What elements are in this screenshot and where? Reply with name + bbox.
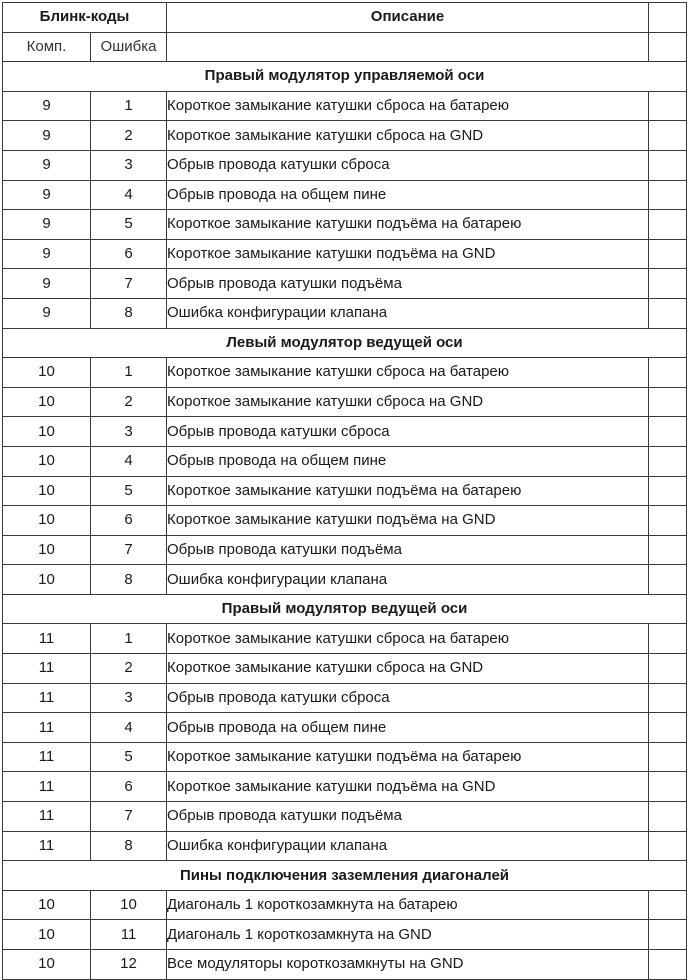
table-body bbox=[3, 3, 687, 980]
blank-cell bbox=[649, 417, 687, 447]
table-row bbox=[3, 890, 687, 920]
error-code-cell: 5 bbox=[91, 742, 167, 772]
comp-code-cell: 10 bbox=[3, 920, 91, 950]
blank-cell bbox=[649, 210, 687, 240]
table-row bbox=[3, 476, 687, 506]
description-cell: Обрыв провода на общем пине bbox=[167, 713, 649, 743]
blank-subheader-cell bbox=[649, 32, 687, 62]
error-code-cell: 11 bbox=[91, 920, 167, 950]
description-cell: Обрыв провода катушки сброса bbox=[167, 683, 649, 713]
table-row bbox=[3, 150, 687, 180]
description-cell: Короткое замыкание катушки подъёма на GND bbox=[167, 772, 649, 802]
table-row bbox=[3, 446, 687, 476]
description-cell: Короткое замыкание катушки подъёма на батарею bbox=[167, 210, 649, 240]
blank-cell bbox=[649, 742, 687, 772]
description-cell: Короткое замыкание катушки сброса на батарею bbox=[167, 91, 649, 121]
table-row bbox=[3, 772, 687, 802]
description-cell: Ошибка конфигурации клапана bbox=[167, 831, 649, 861]
description-cell: Короткое замыкание катушки сброса на батарею bbox=[167, 358, 649, 388]
blank-cell bbox=[649, 624, 687, 654]
blank-cell bbox=[649, 446, 687, 476]
header-row bbox=[3, 3, 687, 33]
description-cell: Обрыв провода катушки подъёма bbox=[167, 269, 649, 299]
error-code-cell: 5 bbox=[91, 476, 167, 506]
description-cell: Обрыв провода катушки сброса bbox=[167, 417, 649, 447]
table-row bbox=[3, 358, 687, 388]
blank-cell bbox=[649, 565, 687, 595]
section-title: Левый модулятор ведущей оси bbox=[3, 328, 687, 358]
table-row bbox=[3, 624, 687, 654]
description-cell: Короткое замыкание катушки подъёма на батарею bbox=[167, 476, 649, 506]
blank-cell bbox=[649, 387, 687, 417]
blank-cell bbox=[649, 269, 687, 299]
blank-cell bbox=[649, 150, 687, 180]
table-row bbox=[3, 654, 687, 684]
error-code-cell: 6 bbox=[91, 239, 167, 269]
description-cell: Ошибка конфигурации клапана bbox=[167, 298, 649, 328]
error-code-cell: 3 bbox=[91, 150, 167, 180]
description-cell: Обрыв провода на общем пине bbox=[167, 446, 649, 476]
comp-code-cell: 10 bbox=[3, 446, 91, 476]
comp-code-cell: 10 bbox=[3, 417, 91, 447]
blank-header-cell bbox=[649, 3, 687, 33]
table-row bbox=[3, 831, 687, 861]
section-title: Правый модулятор ведущей оси bbox=[3, 594, 687, 624]
description-cell: Диагональ 1 короткозамкнута на батарею bbox=[167, 890, 649, 920]
comp-code-cell: 10 bbox=[3, 565, 91, 595]
comp-code-cell: 9 bbox=[3, 269, 91, 299]
comp-code-cell: 10 bbox=[3, 387, 91, 417]
comp-header: Комп. bbox=[3, 32, 91, 62]
section-row bbox=[3, 62, 687, 92]
table-row bbox=[3, 91, 687, 121]
blank-cell bbox=[649, 772, 687, 802]
error-code-cell: 3 bbox=[91, 683, 167, 713]
table-row bbox=[3, 387, 687, 417]
description-header: Описание bbox=[167, 3, 649, 33]
table-row bbox=[3, 565, 687, 595]
comp-code-cell: 9 bbox=[3, 298, 91, 328]
table-row bbox=[3, 802, 687, 832]
description-cell: Диагональ 1 короткозамкнута на GND bbox=[167, 920, 649, 950]
error-code-cell: 1 bbox=[91, 624, 167, 654]
blank-cell bbox=[649, 950, 687, 980]
table-row bbox=[3, 535, 687, 565]
error-code-cell: 10 bbox=[91, 890, 167, 920]
section-row bbox=[3, 861, 687, 891]
description-cell: Короткое замыкание катушки подъёма на GND bbox=[167, 506, 649, 536]
error-code-cell: 4 bbox=[91, 713, 167, 743]
error-code-cell: 1 bbox=[91, 91, 167, 121]
blank-cell bbox=[649, 180, 687, 210]
comp-code-cell: 11 bbox=[3, 742, 91, 772]
description-cell: Короткое замыкание катушки подъёма на GND bbox=[167, 239, 649, 269]
blank-cell bbox=[649, 890, 687, 920]
description-cell: Короткое замыкание катушки сброса на GND bbox=[167, 121, 649, 151]
comp-code-cell: 9 bbox=[3, 210, 91, 240]
blank-cell bbox=[649, 920, 687, 950]
table-row bbox=[3, 506, 687, 536]
table-row bbox=[3, 210, 687, 240]
blank-cell bbox=[649, 802, 687, 832]
error-code-cell: 5 bbox=[91, 210, 167, 240]
blank-cell bbox=[649, 535, 687, 565]
table-row bbox=[3, 417, 687, 447]
blank-cell bbox=[649, 91, 687, 121]
error-code-cell: 4 bbox=[91, 180, 167, 210]
description-cell: Ошибка конфигурации клапана bbox=[167, 565, 649, 595]
description-cell: Короткое замыкание катушки подъёма на батарею bbox=[167, 742, 649, 772]
table-row bbox=[3, 742, 687, 772]
description-cell: Короткое замыкание катушки сброса на GND bbox=[167, 387, 649, 417]
blank-cell bbox=[649, 831, 687, 861]
comp-code-cell: 11 bbox=[3, 802, 91, 832]
comp-code-cell: 11 bbox=[3, 683, 91, 713]
error-code-cell: 7 bbox=[91, 535, 167, 565]
comp-code-cell: 9 bbox=[3, 121, 91, 151]
blank-cell bbox=[649, 713, 687, 743]
table-row bbox=[3, 713, 687, 743]
table-row bbox=[3, 239, 687, 269]
section-title: Правый модулятор управляемой оси bbox=[3, 62, 687, 92]
table-row bbox=[3, 683, 687, 713]
error-code-cell: 1 bbox=[91, 358, 167, 388]
blank-cell bbox=[649, 358, 687, 388]
comp-code-cell: 9 bbox=[3, 150, 91, 180]
blank-cell bbox=[649, 298, 687, 328]
error-code-cell: 8 bbox=[91, 298, 167, 328]
error-code-cell: 2 bbox=[91, 387, 167, 417]
comp-code-cell: 11 bbox=[3, 624, 91, 654]
description-cell: Обрыв провода на общем пине bbox=[167, 180, 649, 210]
blank-cell bbox=[649, 506, 687, 536]
error-code-cell: 2 bbox=[91, 654, 167, 684]
section-row bbox=[3, 594, 687, 624]
blank-cell bbox=[649, 239, 687, 269]
blink-codes-table bbox=[2, 2, 687, 980]
comp-code-cell: 10 bbox=[3, 506, 91, 536]
table-row bbox=[3, 180, 687, 210]
description-cell: Короткое замыкание катушки сброса на батарею bbox=[167, 624, 649, 654]
error-code-cell: 7 bbox=[91, 802, 167, 832]
blank-cell bbox=[649, 654, 687, 684]
blank-cell bbox=[649, 476, 687, 506]
error-code-cell: 8 bbox=[91, 565, 167, 595]
error-code-cell: 2 bbox=[91, 121, 167, 151]
section-row bbox=[3, 328, 687, 358]
error-code-cell: 12 bbox=[91, 950, 167, 980]
description-cell: Обрыв провода катушки сброса bbox=[167, 150, 649, 180]
comp-code-cell: 10 bbox=[3, 535, 91, 565]
comp-code-cell: 9 bbox=[3, 180, 91, 210]
comp-code-cell: 10 bbox=[3, 890, 91, 920]
section-title: Пины подключения заземления диагоналей bbox=[3, 861, 687, 891]
blink-codes-header: Блинк-коды bbox=[3, 3, 167, 33]
error-header: Ошибка bbox=[91, 32, 167, 62]
table-row bbox=[3, 298, 687, 328]
blank-subheader-cell bbox=[167, 32, 649, 62]
error-code-cell: 6 bbox=[91, 772, 167, 802]
error-code-cell: 3 bbox=[91, 417, 167, 447]
comp-code-cell: 11 bbox=[3, 772, 91, 802]
comp-code-cell: 10 bbox=[3, 950, 91, 980]
comp-code-cell: 9 bbox=[3, 239, 91, 269]
comp-code-cell: 10 bbox=[3, 358, 91, 388]
comp-code-cell: 10 bbox=[3, 476, 91, 506]
subheader-row bbox=[3, 32, 687, 62]
error-code-cell: 7 bbox=[91, 269, 167, 299]
comp-code-cell: 11 bbox=[3, 713, 91, 743]
table-row bbox=[3, 269, 687, 299]
error-code-cell: 8 bbox=[91, 831, 167, 861]
blank-cell bbox=[649, 121, 687, 151]
description-cell: Все модуляторы короткозамкнуты на GND bbox=[167, 950, 649, 980]
comp-code-cell: 11 bbox=[3, 831, 91, 861]
table-row bbox=[3, 121, 687, 151]
description-cell: Обрыв провода катушки подъёма bbox=[167, 802, 649, 832]
error-code-cell: 4 bbox=[91, 446, 167, 476]
table-row bbox=[3, 950, 687, 980]
blank-cell bbox=[649, 683, 687, 713]
comp-code-cell: 9 bbox=[3, 91, 91, 121]
description-cell: Обрыв провода катушки подъёма bbox=[167, 535, 649, 565]
table-row bbox=[3, 920, 687, 950]
error-code-cell: 6 bbox=[91, 506, 167, 536]
description-cell: Короткое замыкание катушки сброса на GND bbox=[167, 654, 649, 684]
comp-code-cell: 11 bbox=[3, 654, 91, 684]
